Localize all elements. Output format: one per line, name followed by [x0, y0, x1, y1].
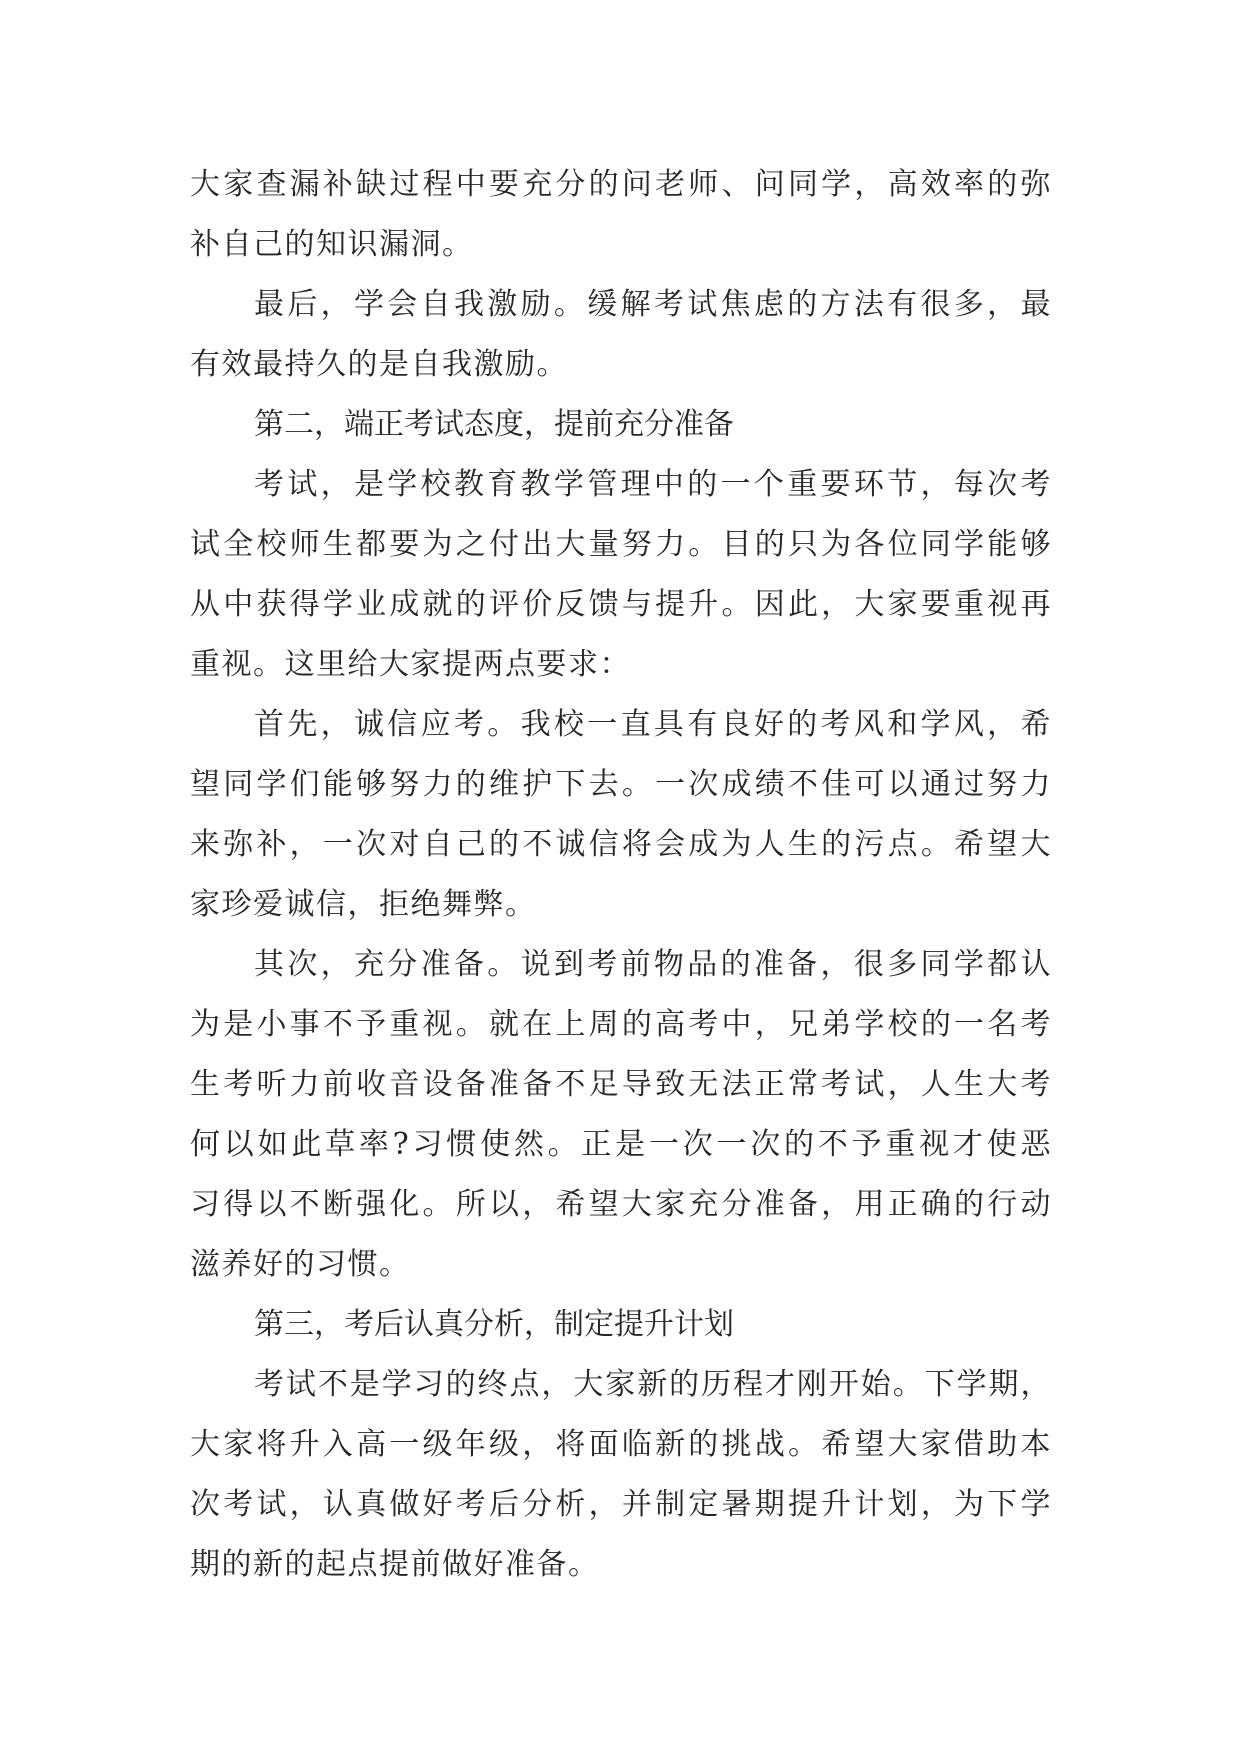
text-line: 来弥补，一次对自己的不诚信将会成为人生的污点。希望大: [190, 827, 1052, 862]
text-line: 重视。这里给大家提两点要求：: [190, 647, 631, 682]
text-line: 最后，学会自我激励。缓解考试焦虑的方法有很多，最: [254, 287, 1052, 322]
text-line: 为是小事不予重视。就在上周的高考中，兄弟学校的一名考: [190, 1007, 1052, 1042]
text-line: 期的新的起点提前做好准备。: [190, 1547, 600, 1582]
text-line: 大家查漏补缺过程中要充分的问老师、问同学，高效率的弥: [190, 167, 1052, 202]
text-line: 滋养好的习惯。: [190, 1247, 411, 1282]
text-line: 习得以不断强化。所以，希望大家充分准备，用正确的行动: [190, 1187, 1052, 1222]
text-line: 补自己的知识漏洞。: [190, 227, 474, 262]
text-line: 大家将升入高一级年级，将面临新的挑战。希望大家借助本: [190, 1427, 1052, 1462]
text-line: 考试，是学校教育教学管理中的一个重要环节，每次考: [254, 467, 1052, 502]
paragraph-integrity: [190, 695, 1052, 935]
section-heading: 第三，考后认真分析，制定提升计划: [254, 1307, 734, 1342]
paragraph-exam-importance: [190, 455, 1052, 695]
section-heading: 第二，端正考试态度，提前充分准备: [254, 407, 734, 442]
text-line: 次考试，认真做好考后分析，并制定暑期提升计划，为下学: [190, 1487, 1052, 1522]
text-line: 有效最持久的是自我激励。: [190, 347, 568, 382]
document-body: [190, 155, 1052, 1595]
paragraph-continuation: [190, 155, 1052, 275]
text-line: 考试不是学习的终点，大家新的历程才刚开始。下学期，: [254, 1367, 1052, 1402]
paragraph-preparation: [190, 935, 1052, 1295]
section-heading-third: [190, 1295, 1052, 1355]
paragraph-self-motivation: [190, 275, 1052, 395]
text-line: 从中获得学业成就的评价反馈与提升。因此，大家要重视再: [190, 587, 1052, 622]
text-line: 其次，充分准备。说到考前物品的准备，很多同学都认: [254, 947, 1052, 982]
text-line: 首先，诚信应考。我校一直具有良好的考风和学风，希: [254, 707, 1052, 742]
text-line: 何以如此草率?习惯使然。正是一次一次的不予重视才使恶: [190, 1127, 1052, 1162]
section-heading-second: [190, 395, 1052, 455]
text-line: 望同学们能够努力的维护下去。一次成绩不佳可以通过努力: [190, 767, 1052, 802]
text-line: 试全校师生都要为之付出大量努力。目的只为各位同学能够: [190, 527, 1052, 562]
paragraph-after-exam: [190, 1355, 1052, 1595]
text-line: 生考听力前收音设备准备不足导致无法正常考试，人生大考: [190, 1067, 1052, 1102]
text-line: 家珍爱诚信，拒绝舞弊。: [190, 887, 537, 922]
